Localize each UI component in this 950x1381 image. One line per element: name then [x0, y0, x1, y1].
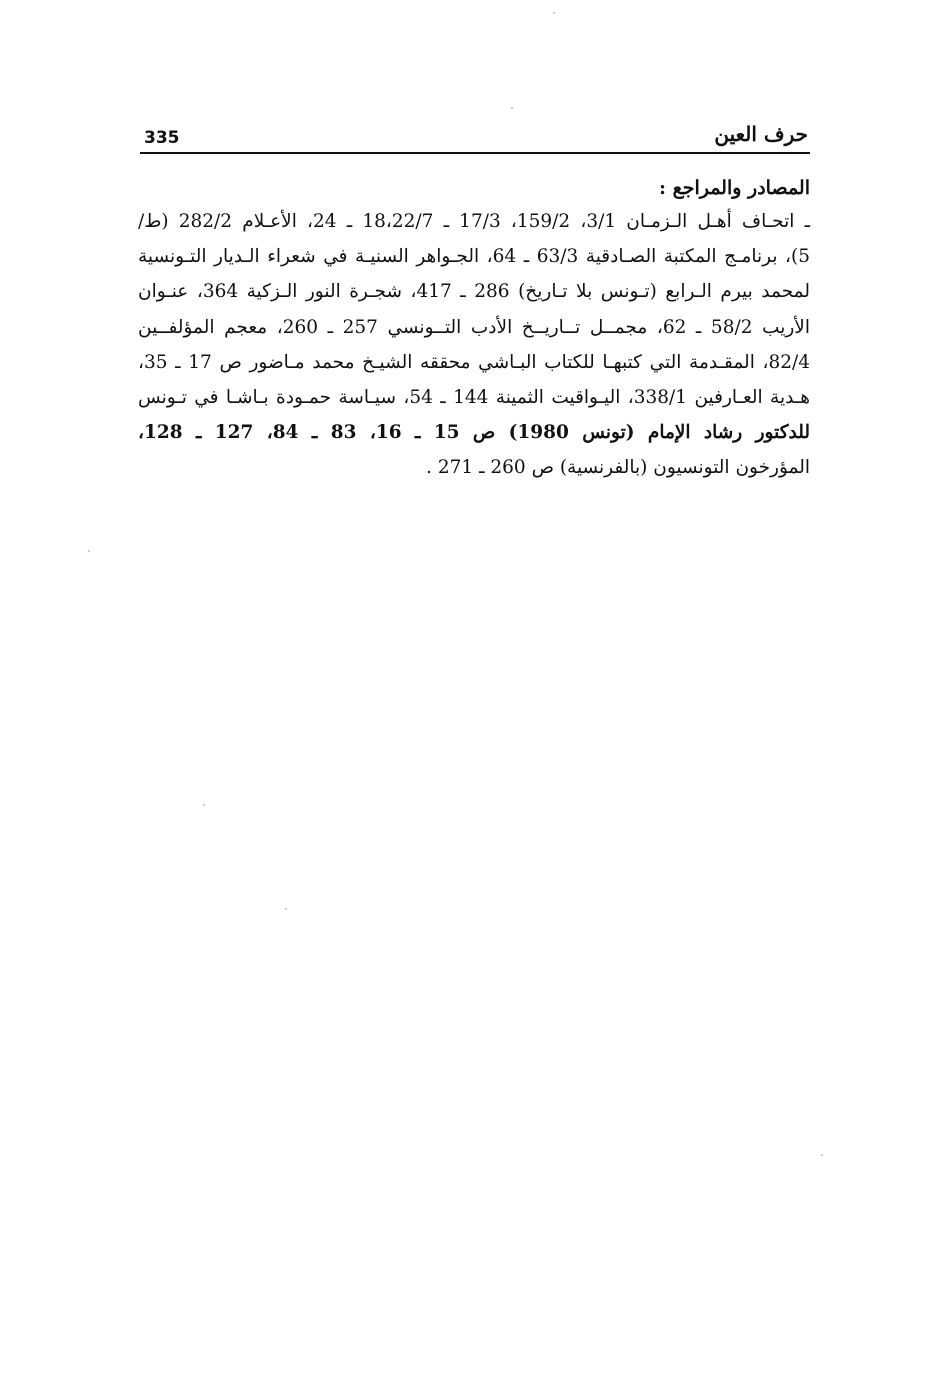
scan-speck: [821, 1154, 823, 1156]
scan-speck: [88, 550, 90, 552]
bibliography-line: 5)، برنامـج المكتبة الصـادقية 63/3 ـ 64، الجـواهر السنيـة في شعراء الـديار التـونسية: [138, 246, 810, 268]
scan-speck: [553, 12, 555, 14]
running-title: حرف العين: [714, 122, 808, 146]
sources-section: [138, 172, 810, 486]
scan-speck: [203, 804, 205, 806]
scan-speck: [285, 908, 287, 910]
bibliography-line: ـ اتحـاف أهـل الـزمـان 3/1، 159/2، 17/3 ـ 18،22/7 ـ 24، الأعـلام 282/2 (ط/: [138, 211, 810, 232]
bibliography-line: المؤرخون التونسيون (بالفرنسية) ص 260 ـ 271 .: [426, 457, 810, 479]
page-number: 335: [144, 128, 180, 148]
scan-speck: [511, 107, 513, 109]
bibliography-line: الأريب 58/2 ـ 62، مجمــل تــاريــخ الأدب التــونسي 257 ـ 260، معجم المؤلفــين: [138, 316, 810, 338]
bibliography-line: 82/4، المقـدمة التي كتبهـا للكتاب البـاشي محققه الشيـخ محمد مـاضور ص 17 ـ 35،: [138, 351, 810, 373]
bibliography-line: للدكتور رشاد الإمام (تونس 1980) ص 15 ـ 16، 83 ـ 84، 127 ـ 128،: [138, 422, 810, 444]
bibliography-line: لمحمد بيرم الـرابع (تـونس بلا تـاريخ) 286 ـ 417، شجـرة النور الـزكية 364، عنـوان: [138, 281, 810, 303]
sources-heading: المصادر والمراجع :: [658, 177, 810, 199]
page-header: [140, 118, 810, 154]
bibliography-line: هـدية العـارفين 338/1، اليـواقيت الثمينة 144 ـ 54، سيـاسة حمـودة بـاشـا في تـونس: [138, 387, 810, 409]
